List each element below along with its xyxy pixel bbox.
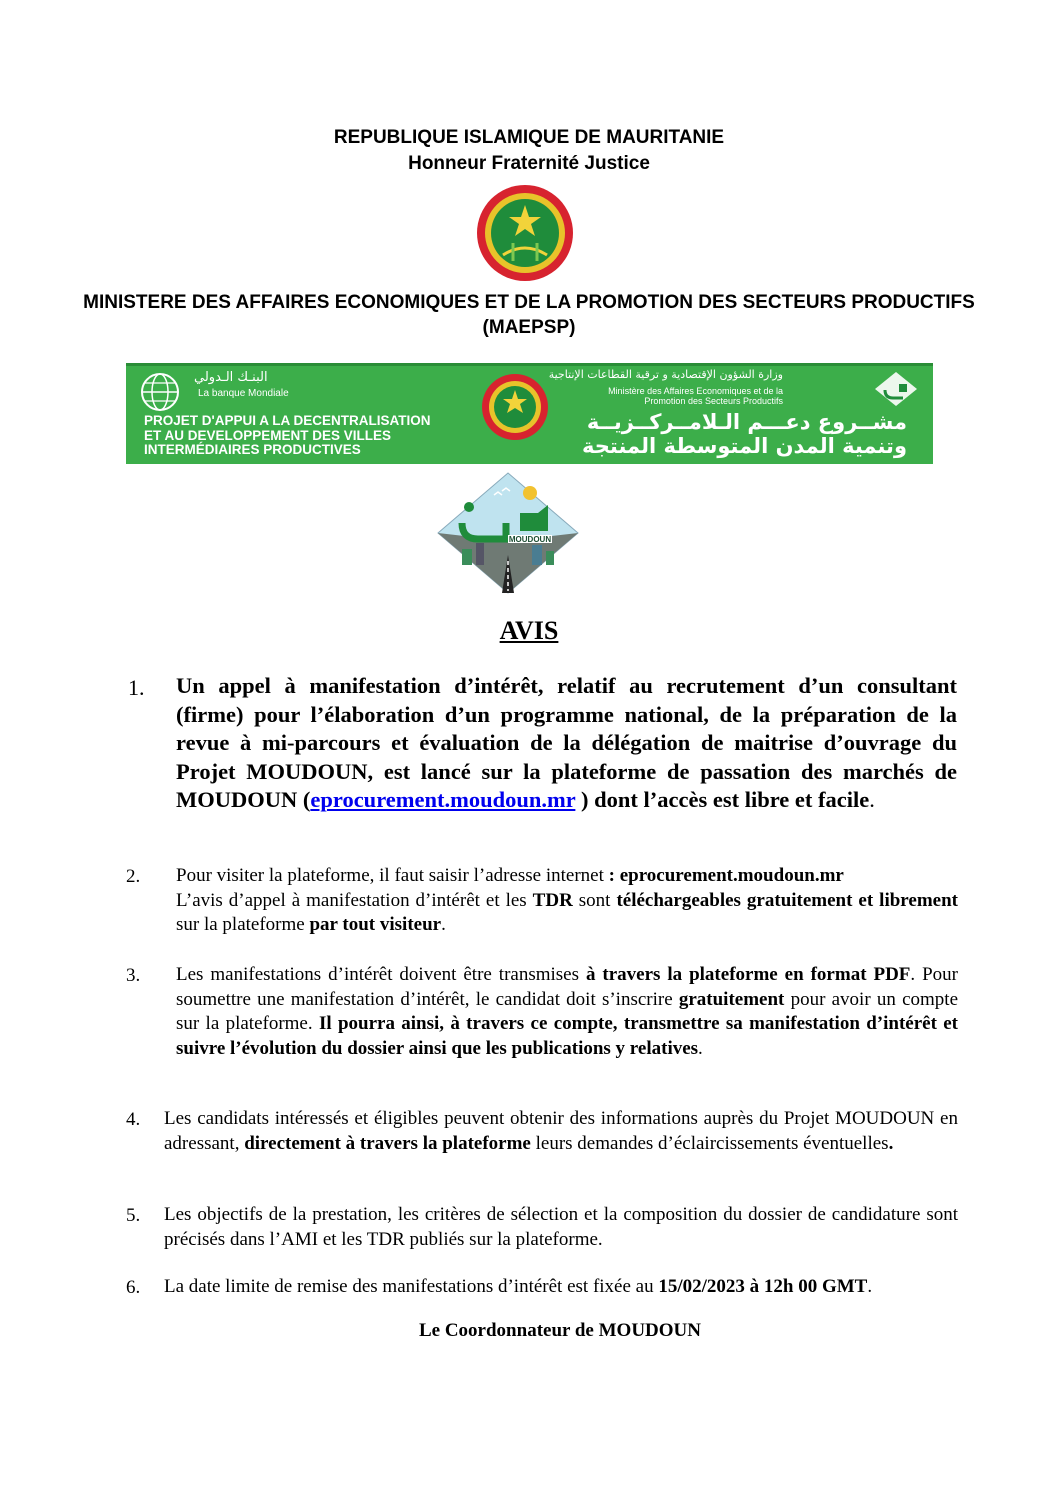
item-2-p2: L’avis d’appel à manifestation d’intérêt et les (176, 889, 533, 911)
world-bank-french: La banque Mondiale (198, 388, 289, 399)
world-bank-arabic: البنـك الـدولي (194, 370, 268, 385)
item-6-p2: . (867, 1276, 873, 1297)
item-6-b1: 15/02/2023 à 12h 00 GMT (658, 1276, 868, 1297)
signature: Le Coordonnateur de MOUDOUN (418, 1320, 701, 1341)
item-1-number: 1. (128, 675, 145, 700)
item-4-b1: directement à travers la plateforme (244, 1132, 531, 1154)
item-3-b1: à travers la plateforme en format PDF (585, 964, 911, 985)
item-5-text (164, 1203, 958, 1252)
project-arabic-line-1: مشــروع دعـــم الـلامــركــزيــة (586, 410, 907, 434)
project-line-3: INTERMÉDIAIRES PRODUCTIVES (144, 442, 361, 457)
item-4-number: 4. (126, 1109, 141, 1130)
item-3-b3: Il pourra ainsi, à travers ce compte, transmettre sa manifestation d’intérêt et suivre l’évolution du dossier ainsi que les publications y relatives (176, 1013, 959, 1059)
item-3-b2: gratuitement (678, 988, 785, 1010)
project-arabic-line-2: وتنمية المدن المتوسطة المنتجة (582, 434, 907, 458)
ministry-french-line-1: Ministère des Affaires Economiques et de la (608, 386, 783, 396)
item-3-number: 3. (126, 965, 141, 986)
item-1-text (176, 672, 957, 815)
ministry-arabic: وزارة الشؤون الإقتصادية و ترقية القطاعات الإنتاجية (548, 368, 783, 381)
ministry-title: MINISTERE DES AFFAIRES ECONOMIQUES ET DE LA PROMOTION DES SECTEURS PRODUCTIFS (MAEPSP) (83, 292, 975, 338)
item-4-p2: leurs demandes d’éclaircissements éventuelles (530, 1132, 889, 1154)
item-2-p3: sont (572, 889, 617, 911)
eprocurement-link[interactable]: eprocurement.moudoun.mr (310, 787, 576, 812)
notice-title: AVIS (499, 616, 559, 645)
item-3-p2: . Pour soumettre une manifestation d’intérêt, le candidat doit s’inscrire (176, 964, 958, 1010)
project-line-1: PROJET D'APPUI A LA DECENTRALISATION (144, 413, 431, 428)
item-3-p1: Les manifestations d’intérêt doivent être transmises (176, 964, 586, 985)
national-seal-icon (473, 183, 577, 283)
republic-title: REPUBLIQUE ISLAMIQUE DE MAURITANIE (333, 127, 725, 148)
item-2-text (176, 864, 958, 938)
item-2-p5: . (441, 914, 446, 935)
item-4-text (164, 1107, 958, 1156)
item-1-part-a: Un appel à manifestation d’intérêt, relatif au recrutement d’un consultant (firme) pour l’élaboration d’un programme national, de la préparation de la revue à mi-parcours et évaluation de la délégation de maitrise d’ouvrage du Projet MOUDOUN, est lancé sur la plateforme de passation des marchés de MOUDOUN ( (176, 673, 957, 812)
ministry-french-line-2: Promotion des Secteurs Productifs (644, 396, 783, 406)
item-2-b1: : eprocurement.moudoun.mr (608, 865, 844, 886)
item-3-text (176, 963, 958, 1061)
project-name-french (144, 414, 430, 458)
item-2-b4: par tout visiteur (309, 914, 442, 935)
moudoun-small-logo-icon (873, 370, 919, 408)
project-line-2: ET AU DEVELOPPEMENT DES VILLES (144, 427, 392, 443)
item-4-p1: Les candidats intéressés et éligibles peuvent obtenir des informations auprès du Projet MOUDOUN en adressant, (164, 1108, 958, 1154)
item-4-b2: . (888, 1132, 894, 1154)
item-6-text (164, 1275, 958, 1300)
item-2-b3: téléchargeables gratuitement et librement (616, 889, 958, 911)
world-bank-globe-icon (140, 372, 180, 412)
item-2-b2: TDR (532, 889, 573, 911)
item-3-p3: pour avoir un compte sur la plateforme. (176, 988, 959, 1034)
item-6-p1: La date limite de remise des manifestations d’intérêt est fixée au (164, 1276, 659, 1297)
item-2-number: 2. (126, 866, 141, 887)
banner-seal-icon (480, 372, 550, 442)
moudoun-logo-icon (436, 471, 580, 595)
project-name-arabic (582, 410, 907, 458)
national-motto: Honneur Fraternité Justice (408, 153, 650, 174)
project-banner (126, 363, 933, 464)
item-3-p4: . (698, 1037, 703, 1059)
item-1-part-c: . (869, 787, 875, 812)
item-5-p1: Les objectifs de la prestation, les critères de sélection et la composition du dossier de candidature sont précisés dans l’AMI et les TDR publiés sur la plateforme. (164, 1204, 958, 1250)
ministry-french (608, 386, 783, 406)
item-2-p1: Pour visiter la plateforme, il faut saisir l’adresse internet (176, 865, 609, 886)
item-6-number: 6. (126, 1277, 141, 1298)
item-2-p4: sur la plateforme (176, 914, 310, 935)
item-1-part-b: ) dont l’accès est libre et facile (575, 787, 870, 812)
item-5-number: 5. (126, 1205, 141, 1226)
moudoun-logo-text: MOUDOUN (508, 535, 552, 544)
